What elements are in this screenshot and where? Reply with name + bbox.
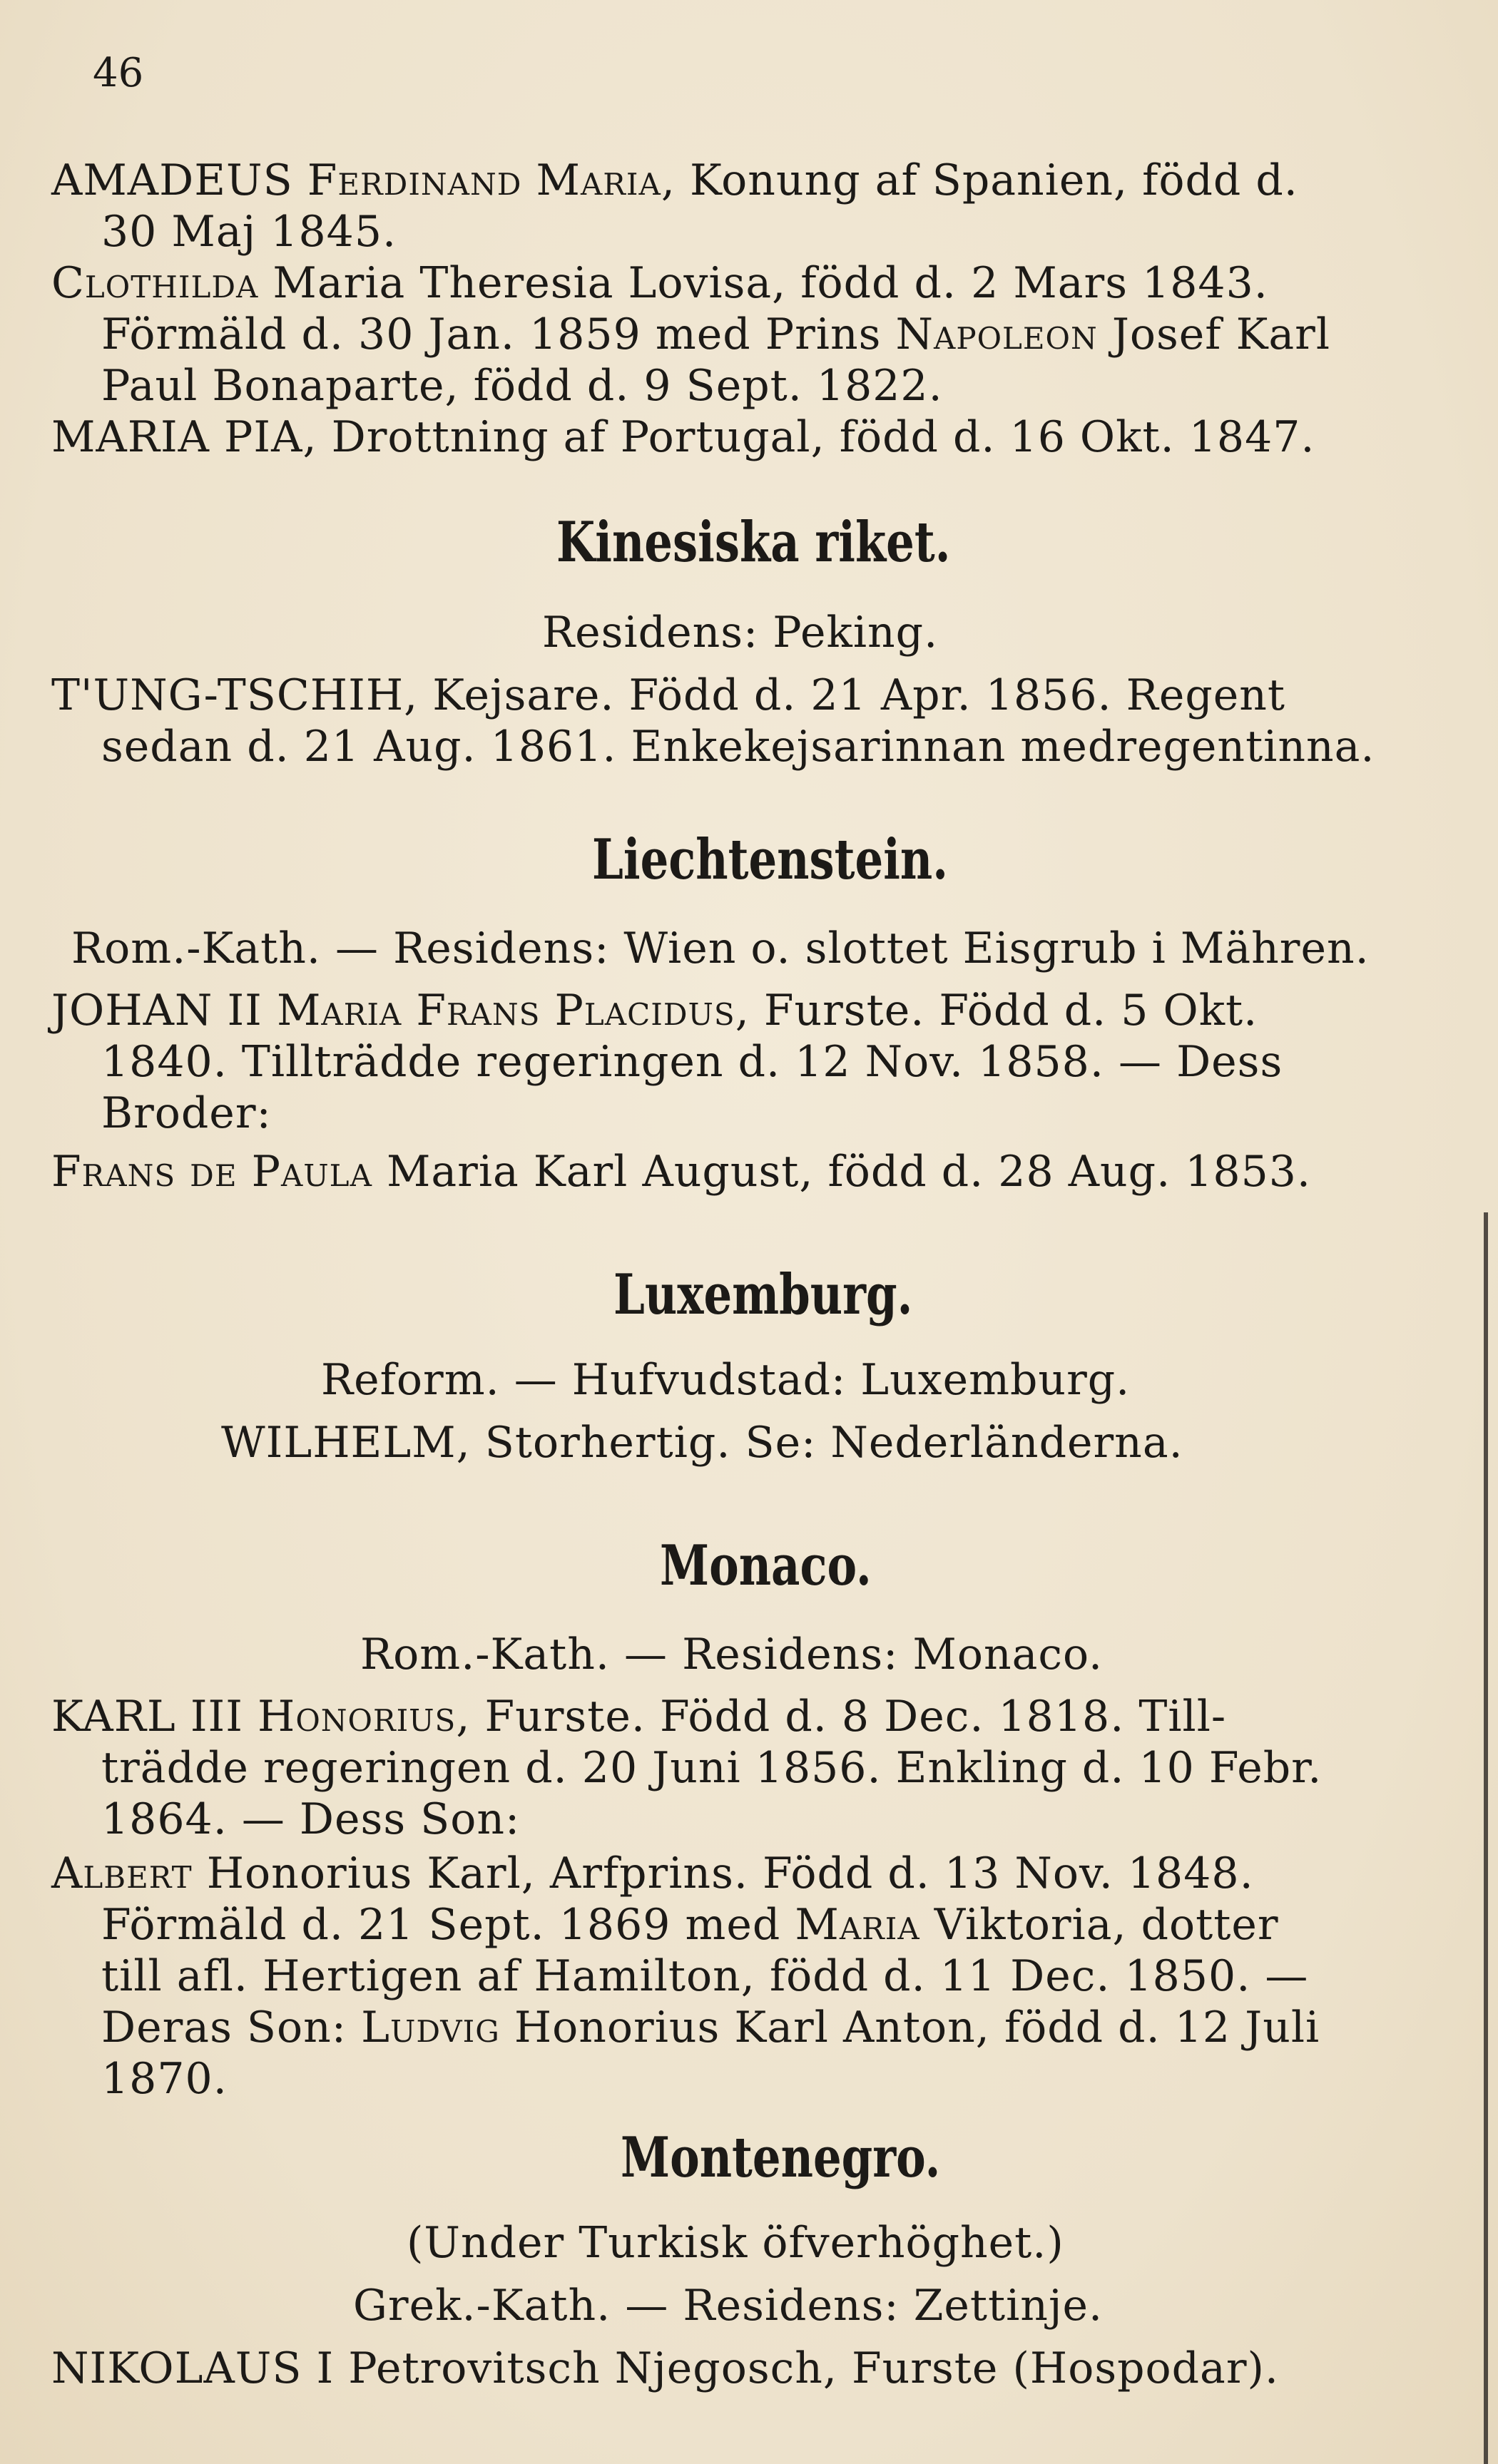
luxemburg-residence: Reform. — Hufvudstad: Luxemburg.: [321, 1355, 1131, 1405]
china-line-1: T'UNG-TSCHIH, Kejsare. Född d. 21 Apr. 1856. Regent: [51, 670, 1286, 720]
montenegro-residence: Grek.-Kath. — Residens: Zettinje.: [353, 2281, 1104, 2331]
liechtenstein-line-3: Broder:: [101, 1088, 272, 1138]
china-line-2: sedan d. 21 Aug. 1861. Enkekejsarinnan medregentinna.: [101, 722, 1375, 772]
monaco-line-1: KARL III Honorius, Furste. Född d. 8 Dec. 1818. Till-: [51, 1692, 1227, 1742]
monaco-residence: Rom.-Kath. — Residens: Monaco.: [360, 1630, 1104, 1680]
spain-line-5: Paul Bonaparte, född d. 9 Sept. 1822.: [101, 361, 943, 411]
liechtenstein-residence: Rom.-Kath. — Residens: Wien o. slottet Eisgrub i Mähren.: [71, 924, 1370, 973]
monaco-line-8: 1870.: [101, 2054, 228, 2104]
spain-line-1: AMADEUS Ferdinand Maria, Konung af Spanien, född d.: [51, 155, 1298, 205]
page-number: 46: [93, 50, 144, 96]
spain-line-4: Förmäld d. 30 Jan. 1859 med Prins Napoleon Josef Karl: [101, 310, 1331, 359]
monaco-line-7: Deras Son: Ludvig Honorius Karl Anton, född d. 12 Juli: [101, 2003, 1320, 2053]
montenegro-note: (Under Turkisk öfverhöghet.): [407, 2218, 1064, 2268]
page-edge-shadow: [1484, 1212, 1488, 2464]
monaco-line-2: trädde regeringen d. 20 Juni 1856. Enkling d. 10 Febr.: [101, 1743, 1323, 1793]
liechtenstein-line-2: 1840. Tillträdde regeringen d. 12 Nov. 1858. — Dess: [101, 1037, 1283, 1087]
spain-line-3: Clothilda Maria Theresia Lovisa, född d. 2 Mars 1843.: [51, 258, 1268, 308]
montenegro-line-1: NIKOLAUS I Petrovitsch Njegosch, Furste (Hospodar).: [51, 2343, 1279, 2393]
liechtenstein-line-1: JOHAN II Maria Frans Placidus, Furste. Född d. 5 Okt.: [51, 986, 1258, 1036]
monaco-line-6: till afl. Hertigen af Hamilton, född d. 11 Dec. 1850. —: [101, 1951, 1309, 2001]
section-title-monaco: Monaco.: [660, 1533, 872, 1598]
liechtenstein-line-4: Frans de Paula Maria Karl August, född d. 28 Aug. 1853.: [51, 1147, 1311, 1197]
monaco-line-5: Förmäld d. 21 Sept. 1869 med Maria Viktoria, dotter: [101, 1900, 1279, 1950]
section-title-china: Kinesiska riket.: [556, 510, 951, 575]
section-title-liechtenstein: Liechtenstein.: [592, 827, 948, 892]
luxemburg-line-1: WILHELM, Storhertig. Se: Nederländerna.: [221, 1418, 1183, 1468]
monaco-line-3: 1864. — Dess Son:: [101, 1794, 521, 1844]
monaco-line-4: Albert Honorius Karl, Arfprins. Född d. 13 Nov. 1848.: [51, 1849, 1254, 1898]
spain-line-2: 30 Maj 1845.: [101, 207, 397, 257]
section-title-montenegro: Montenegro.: [621, 2125, 941, 2190]
china-residence: Residens: Peking.: [542, 608, 939, 658]
spain-line-6: MARIA PIA, Drottning af Portugal, född d. 16 Okt. 1847.: [51, 412, 1315, 462]
section-title-luxemburg: Luxemburg.: [613, 1262, 913, 1327]
